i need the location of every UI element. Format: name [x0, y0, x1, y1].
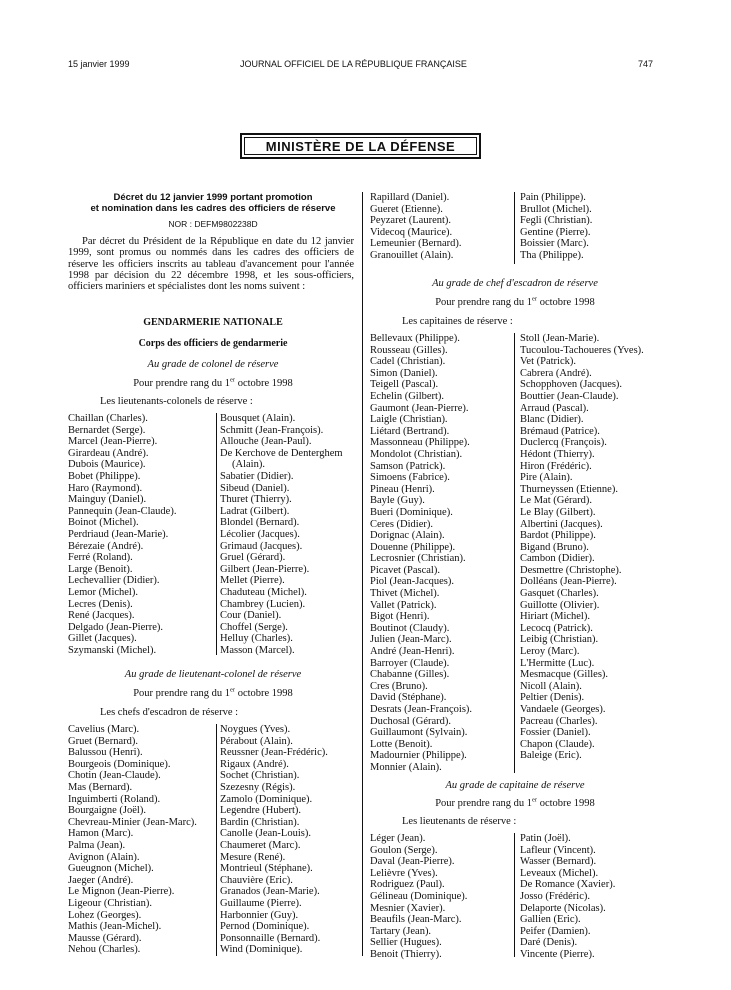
list-item: Pineau (Henri). — [370, 483, 435, 495]
rang-text-end: octobre 1998 — [235, 688, 293, 699]
list-lieutenant-colonel-col2 — [220, 724, 328, 956]
list-item: Tha (Philippe). — [520, 249, 584, 261]
list-item: Teigell (Pascal). — [370, 379, 439, 391]
list-item: Large (Benoit). — [68, 563, 133, 575]
list-item: Chaduteau (Michel). — [220, 586, 307, 598]
list-item: Gilbert (Jean-Pierre). — [220, 563, 310, 575]
list-item: Mesure (René). — [220, 851, 286, 863]
list-item: Pernod (Dominique). — [220, 921, 310, 933]
section-heading-gendarmerie: GENDARMERIE NATIONALE — [143, 317, 283, 328]
list-item: Bueri (Dominique). — [370, 506, 453, 518]
list-item: Chauvière (Eric). — [220, 874, 293, 886]
list-item: Liétard (Bertrand). — [370, 425, 450, 437]
header-journal-title: JOURNAL OFFICIEL DE LA RÉPUBLIQUE FRANÇAISE — [240, 59, 467, 69]
page-column-divider — [362, 192, 363, 956]
list-item: Schmitt (Jean-François). — [220, 424, 324, 436]
grade-lieutenant-colonel-heading: Au grade de lieutenant-colonel de réserve — [124, 669, 302, 680]
list-item: Bayle (Guy). — [370, 495, 425, 507]
list-lieutenant-colonel-col1 — [68, 724, 197, 956]
list-item: Mesmacque (Gilles). — [520, 669, 609, 681]
decree-paragraph: Par décret du Président de la République en date du 12 janvier 1999, sont promus ou nommés dans les cadres des officiers de réserve les officiers inscrits au tableau d'avancement pour l'année 1998 par décision du 22 décembre 1998, et les sous-officiers, officiers mariniers et spécialistes dont les noms suivent : — [68, 236, 354, 293]
list-item: Allouche (Jean-Paul). — [220, 436, 312, 448]
list-item: Gaumont (Jean-Pierre). — [370, 402, 469, 414]
list-item: Szymanski (Michel). — [68, 644, 157, 656]
list-item: Barroyer (Claude). — [370, 657, 450, 669]
list-item: Ferré (Roland). — [68, 552, 133, 564]
list-item: Léger (Jean). — [370, 833, 426, 844]
list-capitaine-col2 — [520, 833, 615, 961]
list-item: Gasquet (Charles). — [520, 588, 599, 600]
list-item: Jaeger (André). — [68, 874, 134, 886]
list-item: Cavelius (Marc). — [68, 724, 140, 735]
list-item: Leroy (Marc). — [520, 646, 580, 658]
list-colonel-col2 — [220, 413, 343, 656]
list-item: Peltier (Denis). — [520, 692, 585, 704]
list-item: Chapon (Claude). — [520, 738, 595, 750]
list-item: Mondolot (Christian). — [370, 448, 463, 460]
list-item: Bérezaie (André). — [68, 540, 144, 552]
list-item: Rodriguez (Paul). — [370, 879, 445, 891]
list-item: Sellier (Hugues). — [370, 937, 442, 949]
header-page-number: 747 — [638, 59, 654, 69]
list-item: Peifer (Damien). — [520, 925, 591, 937]
list-item: Lemeunier (Bernard). — [370, 238, 462, 250]
list-item: Chabanne (Gilles). — [370, 669, 450, 681]
list-item: Lecrosnier (Christian). — [370, 553, 466, 565]
grade-capitaine-heading: Au grade de capitaine de réserve — [445, 780, 585, 791]
list-item: Rigaux (André). — [220, 758, 289, 770]
list-item: (Alain). — [232, 459, 265, 471]
list-item: Legendre (Hubert). — [220, 805, 302, 817]
rang-chef-escadron — [370, 297, 660, 308]
list-item: Mathis (Jean-Michel). — [68, 921, 162, 933]
list-item: Fegli (Christian). — [520, 215, 593, 227]
list-item: Gruet (Bernard). — [68, 735, 138, 747]
list-item: Cabrera (André). — [520, 367, 592, 379]
list-item: Gallien (Eric). — [520, 914, 581, 926]
list-item: André (Jean-Henri). — [370, 646, 455, 658]
list-item: Massonneau (Philippe). — [370, 437, 470, 449]
list-item: David (Stéphane). — [370, 692, 447, 704]
list-item: Baleige (Eric). — [520, 750, 582, 762]
list-item: Balussou (Henri). — [68, 747, 143, 759]
list-item: Wind (Dominique). — [220, 944, 303, 956]
list-item: Bobet (Philippe). — [68, 470, 141, 482]
list-chef-escadron-col1 — [370, 333, 472, 774]
rang-sup: er — [532, 295, 538, 303]
list-item: Dorignac (Alain). — [370, 530, 445, 542]
group-lieutenants: Les lieutenants de réserve : — [402, 816, 517, 827]
list-item: Lecocq (Patrick). — [520, 622, 593, 634]
list-item: Ladrat (Gilbert). — [220, 505, 290, 517]
list-item: Zamolo (Dominique). — [220, 793, 313, 805]
list-item: Mausse (Gérard). — [68, 932, 142, 944]
ministry-title: MINISTÈRE DE LA DÉFENSE — [265, 138, 456, 154]
list-item: Lechevallier (Didier). — [68, 575, 160, 587]
list-item: Julien (Jean-Marc). — [370, 634, 452, 646]
list-item: Picavet (Pascal). — [370, 564, 440, 576]
list-continued-col1 — [370, 192, 462, 262]
rang-text: Pour prendre rang du 1 — [133, 378, 230, 389]
list-item: Tucoulou-Tachoueres (Yves). — [520, 344, 644, 356]
list-item: Thivet (Michel). — [370, 588, 440, 600]
column-divider — [216, 724, 217, 956]
grade-colonel-heading: Au grade de colonel de réserve — [147, 359, 279, 370]
list-item: Ligeour (Christian). — [68, 897, 152, 909]
list-item: Avignon (Alain). — [68, 851, 140, 863]
list-item: Sabatier (Didier). — [220, 470, 294, 482]
list-item: Lecres (Denis). — [68, 598, 133, 610]
list-item: Guillaume (Pierre). — [220, 897, 302, 909]
list-item: Gruel (Gérard). — [220, 552, 286, 564]
list-item: Lelièvre (Yves). — [370, 867, 438, 879]
rang-text: Pour prendre rang du 1 — [435, 297, 532, 308]
list-item: Monnier (Alain). — [370, 761, 442, 773]
list-item: Leibig (Christian). — [520, 634, 599, 646]
decree-title-line1: Décret du 12 janvier 1999 portant promotion — [113, 192, 313, 203]
list-item: Haro (Raymond). — [68, 482, 143, 494]
list-item: Helluy (Charles). — [220, 633, 293, 645]
list-item: Inguimberti (Roland). — [68, 793, 161, 805]
list-item: Bigot (Henri). — [370, 611, 430, 623]
list-item: Bousquet (Alain). — [220, 413, 296, 424]
rang-sup: er — [532, 796, 538, 804]
list-item: Bellevaux (Philippe). — [370, 333, 460, 344]
list-item: Albertini (Jacques). — [520, 518, 603, 530]
list-item: Reussner (Jean-Frédéric). — [220, 747, 328, 759]
list-item: Brullot (Michel). — [520, 203, 592, 215]
list-item: Grimaud (Jacques). — [220, 540, 303, 552]
list-item: Palma (Jean). — [68, 839, 126, 851]
rang-sup: er — [230, 376, 236, 384]
list-item: Duclercq (François). — [520, 437, 607, 449]
list-item: Josso (Frédéric). — [520, 890, 590, 902]
list-item: Sibeud (Daniel). — [220, 482, 290, 494]
list-item: Patin (Joël). — [520, 833, 571, 844]
list-item: Guillaumont (Sylvain). — [370, 727, 468, 739]
list-item: Schopphoven (Jacques). — [520, 379, 623, 391]
list-item: Gélineau (Dominique). — [370, 890, 468, 902]
list-item: Stoll (Jean-Marie). — [520, 333, 600, 344]
list-item: Vallet (Patrick). — [370, 599, 437, 611]
list-item: Cres (Bruno). — [370, 680, 428, 692]
list-item: Hédont (Thierry). — [520, 448, 595, 460]
rang-lieutenant-colonel — [68, 688, 358, 699]
list-item: Chaumeret (Marc). — [220, 839, 301, 851]
list-chef-escadron-col2 — [520, 333, 644, 762]
list-item: Mesnier (Xavier). — [370, 902, 446, 914]
list-item: Daré (Denis). — [520, 937, 578, 949]
list-item: Thurneyssen (Etienne). — [520, 483, 618, 495]
list-item: Vet (Patrick). — [520, 356, 576, 368]
list-item: Sochet (Christian). — [220, 770, 300, 782]
list-item: Desrats (Jean-François). — [370, 704, 473, 715]
list-item: Duchosal (Gérard). — [370, 715, 452, 727]
rang-text-end: octobre 1998 — [537, 798, 595, 809]
list-item: Nicoll (Alain). — [520, 680, 582, 692]
rang-text: Pour prendre rang du 1 — [133, 688, 230, 699]
group-capitaines: Les capitaines de réserve : — [402, 316, 513, 327]
list-item: Daval (Jean-Pierre). — [370, 856, 455, 868]
list-item: Blanc (Didier). — [520, 414, 584, 426]
list-item: Douenne (Philippe). — [370, 541, 456, 553]
rang-text-end: octobre 1998 — [537, 297, 595, 308]
list-item: Cambon (Didier). — [520, 553, 595, 565]
list-item: Samson (Patrick). — [370, 460, 446, 472]
list-item: Le Mignon (Jean-Pierre). — [68, 886, 175, 898]
rang-text: Pour prendre rang du 1 — [435, 798, 532, 809]
list-item: Hiron (Frédéric). — [520, 460, 592, 472]
column-divider — [216, 413, 217, 655]
list-item: Dolléans (Jean-Pierre). — [520, 576, 617, 588]
column-divider — [514, 192, 515, 264]
list-item: Bigand (Bruno). — [520, 541, 589, 553]
list-item: Piol (Jean-Jacques). — [370, 576, 454, 588]
list-item: Lemor (Michel). — [68, 586, 138, 598]
list-item: Gueret (Etienne). — [370, 203, 443, 215]
list-item: Blondel (Bernard). — [220, 517, 300, 529]
list-item: Canolle (Jean-Louis). — [220, 828, 311, 840]
list-item: Harbonnier (Guy). — [220, 909, 299, 921]
list-continued-col2 — [520, 192, 592, 262]
list-item: Pire (Alain). — [520, 472, 573, 484]
list-item: De Romance (Xavier). — [520, 879, 616, 891]
list-item: Echelin (Gilbert). — [370, 390, 445, 402]
list-item: Bardin (Christian). — [220, 816, 300, 828]
list-item: Hamon (Marc). — [68, 828, 134, 840]
list-item: Cour (Daniel). — [220, 610, 282, 622]
list-item: Thuret (Thierry). — [220, 494, 292, 506]
list-item: Masson (Marcel). — [220, 644, 295, 656]
list-item: Szezesny (Régis). — [220, 781, 296, 793]
list-colonel-col1 — [68, 413, 176, 656]
list-item: Boutinot (Claudy). — [370, 622, 450, 634]
list-item: Girardeau (André). — [68, 447, 149, 459]
list-item: L'Hermitte (Luc). — [520, 657, 595, 669]
list-item: Pacreau (Charles). — [520, 715, 598, 727]
list-item: Mas (Bernard). — [68, 781, 133, 793]
list-item: Benoit (Thierry). — [370, 948, 442, 960]
list-item: Lafleur (Vincent). — [520, 844, 596, 856]
list-item: Montrieul (Stéphane). — [220, 863, 313, 875]
list-item: Guillotte (Olivier). — [520, 599, 600, 611]
list-item: Tartary (Jean). — [370, 925, 432, 937]
list-item: Le Mat (Gérard). — [520, 495, 593, 507]
list-capitaine-col1 — [370, 833, 467, 961]
list-item: Bardot (Philippe). — [520, 530, 596, 542]
list-item: Fossier (Daniel). — [520, 727, 591, 739]
decree-title-line2: et nomination dans les cadres des officiers de réserve — [90, 203, 336, 214]
column-divider — [514, 833, 515, 957]
header-date: 15 janvier 1999 — [68, 59, 130, 69]
list-item: Lohez (Georges). — [68, 909, 142, 921]
list-item: Videcoq (Maurice). — [370, 226, 453, 238]
list-item: Leveaux (Michel). — [520, 867, 599, 879]
list-item: Chevreau-Minier (Jean-Marc). — [68, 816, 197, 828]
group-lieutenants-colonels: Les lieutenants-colonels de réserve : — [100, 396, 253, 407]
rang-text-end: octobre 1998 — [235, 378, 293, 389]
list-item: Gueugnon (Michel). — [68, 863, 154, 875]
list-item: Pérabout (Alain). — [220, 735, 293, 747]
list-item: Hiriart (Michel). — [520, 611, 590, 623]
list-item: Boissier (Marc). — [520, 238, 589, 250]
column-divider — [514, 333, 515, 773]
list-item: Perdriaud (Jean-Marie). — [68, 528, 169, 540]
list-item: Gentine (Pierre). — [520, 226, 591, 238]
list-item: Goulon (Serge). — [370, 844, 438, 856]
list-item: Pain (Philippe). — [520, 192, 586, 203]
rang-colonel — [68, 378, 358, 389]
list-item: Mellet (Pierre). — [220, 575, 285, 587]
list-item: Simoens (Fabrice). — [370, 472, 450, 484]
list-item: Bourgeois (Dominique). — [68, 758, 171, 770]
list-item: Nehou (Charles). — [68, 944, 141, 956]
list-item: Vandaele (Georges). — [520, 704, 606, 715]
list-item: Desmettre (Christophe). — [520, 564, 622, 576]
list-item: Wasser (Bernard). — [520, 856, 597, 868]
ministry-title-box — [240, 133, 481, 159]
list-item: Lécolier (Jacques). — [220, 528, 300, 540]
decree-nor: NOR : DEFM9802238D — [168, 219, 258, 229]
list-item: Bernardet (Serge). — [68, 424, 146, 436]
list-item: Ceres (Didier). — [370, 518, 433, 530]
list-item: Delgado (Jean-Pierre). — [68, 621, 164, 633]
grade-chef-escadron-heading: Au grade de chef d'escadron de réserve — [432, 278, 598, 289]
list-item: Le Blay (Gilbert). — [520, 506, 596, 518]
list-item: Delaporte (Nicolas). — [520, 902, 606, 914]
list-item: Bouttier (Jean-Claude). — [520, 390, 619, 402]
list-item: Granouillet (Alain). — [370, 249, 454, 261]
list-item: Choffel (Serge). — [220, 621, 288, 633]
list-item: Dubois (Maurice). — [68, 459, 146, 471]
rang-capitaine — [370, 798, 660, 809]
list-item: René (Jacques). — [68, 610, 135, 622]
list-item: Pannequin (Jean-Claude). — [68, 505, 177, 517]
list-item: Granados (Jean-Marie). — [220, 886, 320, 898]
list-item: Bourgaigne (Joël). — [68, 805, 146, 817]
list-item: Beaufils (Jean-Marc). — [370, 914, 462, 926]
list-item: Noygues (Yves). — [220, 724, 291, 735]
list-item: Boinot (Michel). — [68, 517, 139, 529]
list-item: De Kerchove de Denterghem — [220, 447, 343, 459]
list-item: Brémaud (Patrice). — [520, 425, 600, 437]
list-item: Rousseau (Gilles). — [370, 344, 448, 356]
list-item: Gillet (Jacques). — [68, 633, 137, 645]
list-item: Rapillard (Daniel). — [370, 192, 450, 203]
list-item: Marcel (Jean-Pierre). — [68, 436, 158, 448]
list-item: Arraud (Pascal). — [520, 402, 589, 414]
section-subheading-corps: Corps des officiers de gendarmerie — [138, 338, 288, 349]
list-item: Laigle (Christian). — [370, 414, 448, 426]
list-item: Simon (Daniel). — [370, 367, 438, 379]
list-item: Chambrey (Lucien). — [220, 598, 306, 610]
list-item: Cadel (Christian). — [370, 356, 446, 368]
list-item: Vincente (Pierre). — [520, 948, 595, 960]
list-item: Chotin (Jean-Claude). — [68, 770, 161, 782]
list-item: Ponsonnaille (Bernard). — [220, 932, 321, 944]
list-item: Lotte (Benoit). — [370, 738, 433, 750]
list-item: Madournier (Philippe). — [370, 750, 467, 762]
list-item: Peyzaret (Laurent). — [370, 215, 452, 227]
list-item: Chaillan (Charles). — [68, 413, 148, 424]
list-item: Mainguy (Daniel). — [68, 494, 147, 506]
group-chefs-escadron: Les chefs d'escadron de réserve : — [100, 707, 239, 718]
rang-sup: er — [230, 686, 236, 694]
